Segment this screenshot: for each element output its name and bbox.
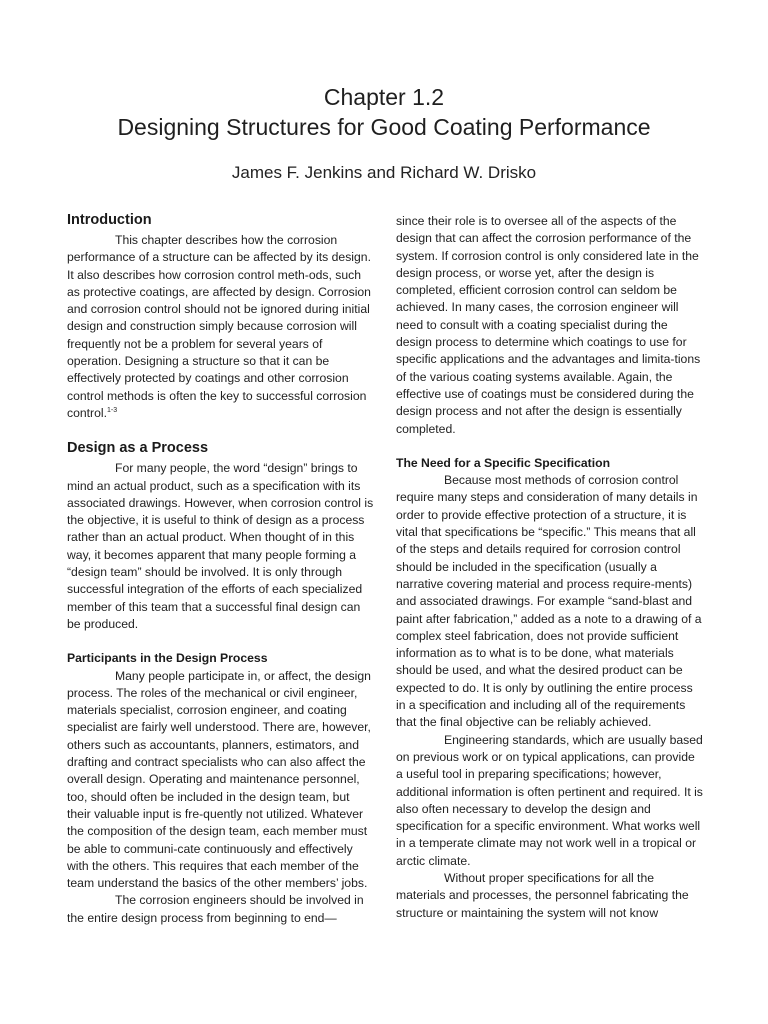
specification-heading: The Need for a Specific Specification (396, 455, 611, 470)
right-column (396, 213, 704, 922)
introduction-paragraph (67, 232, 375, 422)
chapter-title: Designing Structures for Good Coating Performance (117, 114, 651, 140)
left-column (67, 211, 375, 927)
participants-heading: Participants in the Design Process (67, 651, 268, 666)
spacer (396, 438, 704, 455)
specification-paragraph-1: Because most methods of corrosion control require many steps and consideration of many details in order to provide effective protection of a structure, it is vital that specifications be “specific.” This means that all of the steps and details required for corrosion control should be included in the specification (usually a narrative covering material and process require-ments) and associated drawings. For example “sand-blast and paint after fabrication,” added as a note to a drawing of a complex steel fabrication, does not provide sufficient information as to what is to be done, what materials should be used, and what the desired product can be expected to do. It is only by outlining the entire process in a specification and including all of the requirements that the final objective can be reliably achieved. (396, 473, 702, 730)
introduction-heading: Introduction (67, 212, 152, 228)
authors: James F. Jenkins and Richard W. Drisko (231, 163, 537, 182)
chapter-number: Chapter 1.2 (323, 84, 445, 110)
spacer (67, 633, 375, 650)
continued-paragraph: since their role is to oversee all of the aspects of the design that can affect the corrosion performance of the system. If corrosion control is only considered late in the design process, or worse yet, after the design is completed, efficient corrosion control can seldom be achieved. In many cases, the corrosion engineer will need to consult with a coating specialist during the design process to determine which coatings to use for specific applications and the advantages and limita-tions of the various coating systems available. Again, the effective use of coatings must be considered during the design process and not after the design is essentially completed. (396, 214, 701, 436)
participants-paragraph-1: Many people participate in, or affect, the design process. The roles of the mechanical or civil engineer, materials specialist, corrosion engineer, and coating specialist are fairly well understood. There are, however, others such as accountants, planners, estimators, and drafting and contract specialists who can also affect the overall design. Operating and maintenance personnel, too, should often be included in the design team, but their valuable input is fre-quently not utilized. Whatever the composition of the design team, each member must be able to communi-cate continuously and effectively with the others. This requires that each member of the team understand the basics of the other members’ jobs. (67, 668, 371, 891)
specification-paragraph-2: Engineering standards, which are usually based on previous work or on typical applications, can provide a useful tool in preparing specifications; however, additional information is often pertinent and required. It is also often necessary to develop the design and specification for a specific environment. What works well in a temperate climate may not work well in a tropical or arctic climate. (396, 732, 703, 868)
introduction-text: This chapter describes how the corrosion performance of a structure can be affected by its design. It also describes how corrosion control meth-ods, such as protective coatings, are affected by design. Corrosion and corrosion control should not be ignored during initial design and construction simply because corrosion will frequently not be a problem for several years of operation. Designing a structure so that it can be effectively protected by coatings and other corrosion control methods is often the key to successful corrosion control. (67, 233, 371, 420)
design-process-paragraph: For many people, the word “design” brings to mind an actual product, such as a specification with its associated drawings. However, when corrosion control is the objective, it is useful to think of design as a process rather than an actual product. When thought of in this way, it becomes apparent that many people forming a “design team” should be involved. It is only through successful integration of the efforts of each specialized member of this team that a successful final design can be produced. (67, 461, 374, 631)
citation-superscript: 1-3 (106, 406, 118, 414)
design-process-heading: Design as a Process (67, 440, 209, 457)
spacer (67, 422, 375, 439)
specification-paragraph-3: Without proper specifications for all the materials and processes, the personnel fabricating the structure or maintaining the system will not know (396, 870, 689, 920)
participants-paragraph-2: The corrosion engineers should be involved in the entire design process from beginning to end— (67, 893, 364, 925)
